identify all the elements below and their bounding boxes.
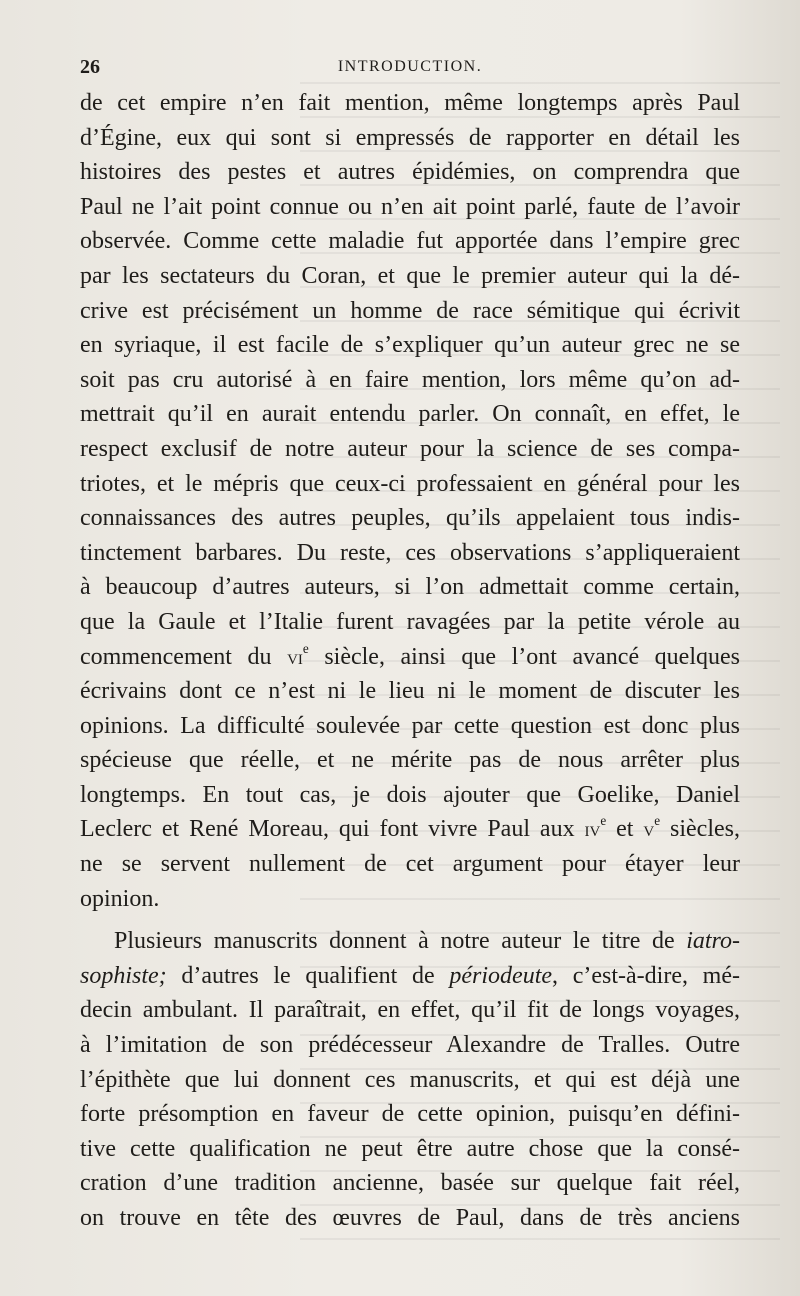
italic-term: iatro-: [686, 928, 740, 955]
text-line: longtemps. En tout cas, je dois ajouter que Goelike, Daniel: [80, 781, 740, 808]
italic-term: périodeute: [449, 962, 553, 989]
text-segment: et: [606, 816, 644, 843]
text-line: écrivains dont ce n’est ni le lieu ni le moment de discuter les: [80, 678, 740, 705]
text-segment: Plusieurs manuscrits donnent à notre auteur le titre de: [114, 928, 687, 955]
italic-term: sophiste;: [80, 962, 167, 989]
text-line: forte présomption en faveur de cette opinion, puisqu’en défini-: [80, 1101, 740, 1128]
text-line: decin ambulant. Il paraîtrait, en effet, qu’il fit de longs voyages,: [80, 997, 740, 1024]
text-line: crive est précisément un homme de race sémitique qui écrivit: [80, 297, 740, 324]
text-segment: commencement du: [80, 643, 288, 670]
text-line: connaissances des autres peuples, qu’ils appelaient tous indis-: [80, 505, 740, 532]
century-numeral: vi: [287, 644, 303, 669]
text-line: spécieuse que réelle, et ne mérite pas de nous arrêter plus: [80, 747, 740, 774]
text-line: tive cette qualification ne peut être autre chose que la consé-: [80, 1135, 740, 1162]
text-line: par les sectateurs du Coran, et que le premier auteur qui la dé-: [80, 262, 740, 289]
text-line: opinion.: [80, 885, 160, 912]
ordinal-suffix: e: [302, 640, 309, 656]
text-line: triotes, et le mépris que ceux-ci professaient en général pour les: [80, 470, 740, 497]
text-line: que la Gaule et l’Italie furent ravagées par la petite vérole au: [80, 608, 740, 635]
ordinal-suffix: e: [600, 813, 607, 829]
text-line: en syriaque, il est facile de s’expliquer qu’un auteur grec ne se: [80, 332, 740, 359]
text-segment: siècle, ainsi que l’ont avancé quelques: [308, 643, 740, 670]
text-line: histoires des pestes et autres épidémies, on comprendra que: [80, 159, 740, 186]
text-segment: , c’est-à-dire, mé-: [552, 962, 740, 989]
text-line: tinctement barbares. Du reste, ces observations s’appliqueraient: [80, 539, 740, 566]
ordinal-suffix: e: [654, 813, 661, 829]
text-line: soit pas cru autorisé à en faire mention, lors même qu’on ad-: [80, 366, 740, 393]
text-line: respect exclusif de notre auteur pour la science de ses compa-: [80, 435, 740, 462]
text-line: mettrait qu’il en aurait entendu parler. On connaît, en effet, le: [80, 401, 740, 428]
century-numeral: iv: [584, 817, 601, 842]
text-line: on trouve en tête des œuvres de Paul, dans de très anciens: [80, 1205, 740, 1231]
text-line: l’épithète que lui donnent ces manuscrits, et qui est déjà une: [80, 1066, 740, 1093]
text-line: de cet empire n’en fait mention, même longtemps après Paul: [80, 90, 740, 116]
page-number: 26: [80, 56, 100, 78]
paragraph-first-line: [80, 924, 740, 959]
text-line: [80, 959, 740, 994]
text-line: à beaucoup d’autres auteurs, si l’on admettait comme certain,: [80, 574, 740, 601]
text-line: cration d’une tradition ancienne, basée sur quelque fait réel,: [80, 1170, 740, 1197]
text-line: observée. Comme cette maladie fut apportée dans l’empire grec: [80, 228, 740, 255]
text-line: à l’imitation de son prédécesseur Alexandre de Tralles. Outre: [80, 1032, 740, 1059]
text-line: Paul ne l’ait point connue ou n’en ait point parlé, faute de l’avoir: [80, 193, 740, 220]
century-numeral: v: [643, 817, 655, 842]
text-line: [80, 640, 740, 675]
text-segment: d’autres le qualifient de: [166, 962, 450, 989]
body-text: [80, 86, 740, 1236]
text-segment: siècles,: [660, 816, 740, 843]
text-line: d’Égine, eux qui sont si empressés de rapporter en détail les: [80, 124, 740, 151]
running-title: INTRODUCTION.: [337, 58, 483, 75]
text-segment: Leclerc et René Moreau, qui font vivre Paul aux: [80, 816, 585, 843]
text-line: opinions. La difficulté soulevée par cette question est donc plus: [80, 712, 740, 739]
text-line: [80, 812, 740, 847]
text-line: ne se servent nullement de cet argument pour étayer leur: [80, 851, 740, 878]
running-head: [80, 56, 740, 82]
